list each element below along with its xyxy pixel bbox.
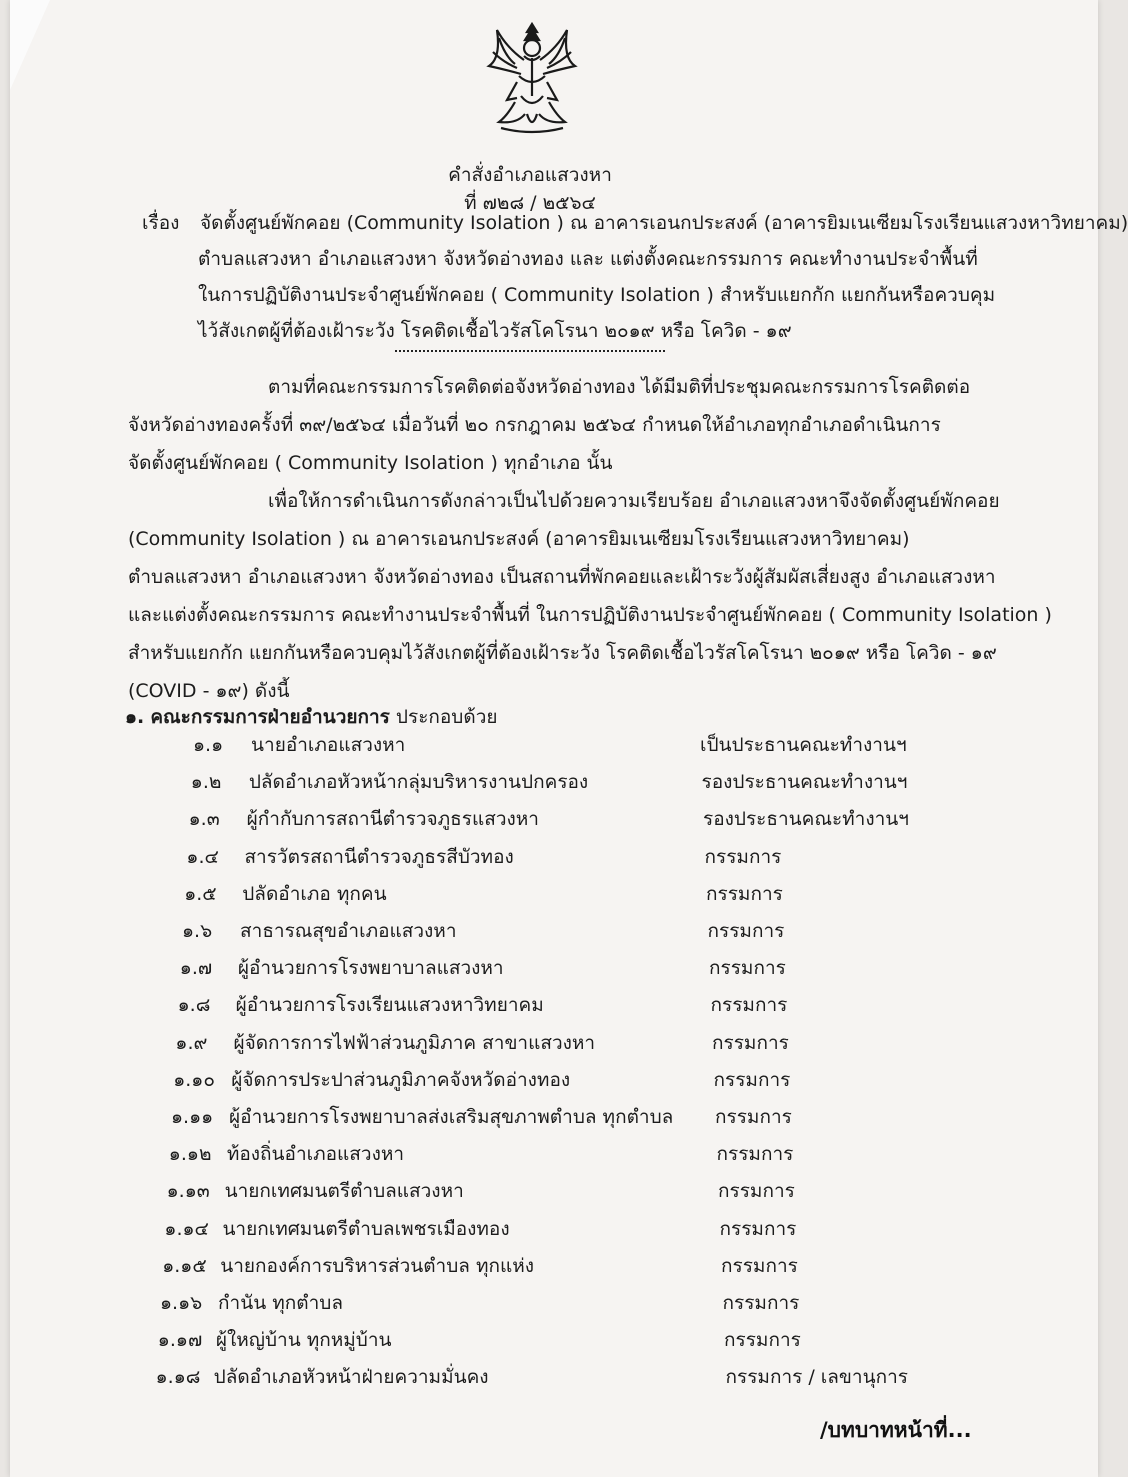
member-number: ๑.๔ <box>186 845 219 868</box>
member-role: กรรมการ <box>722 1292 800 1314</box>
member-position: นายกเทศมนตรีตำบลเพชรเมืองทอง <box>222 1217 510 1240</box>
committee-member-row <box>158 1325 392 1359</box>
member-role: กรรมการ <box>716 1143 794 1166</box>
member-role: กรรมการ <box>712 1031 789 1054</box>
committee-member-row <box>186 842 513 876</box>
member-role: กรรมการ <box>704 845 782 868</box>
member-role: กรรมการ <box>707 920 785 942</box>
subject-line: จัดตั้งศูนย์พักคอย (Community Isolation ) ณ อาคารเอนกประสงค์ (อาคารยิมเนเซียมโรงเรียนแสวงหาวิทยาคม) <box>200 212 1128 234</box>
section-title-suffix: ประกอบด้วย <box>395 706 498 728</box>
committee-member-row <box>160 1288 343 1322</box>
member-number: ๑.๖ <box>182 920 213 942</box>
committee-member-row <box>171 1102 673 1136</box>
member-position: ผู้จัดการการไฟฟ้าส่วนภูมิภาค สาขาแสวงหา <box>233 1031 596 1054</box>
member-number: ๑.๘ <box>177 994 211 1017</box>
paragraph-line: (Community Isolation ) ณ อาคารเอนกประสงค์ (อาคารยิมเนเซียมโรงเรียนแสวงหาวิทยาคม) <box>128 528 910 550</box>
committee-member-row <box>175 1028 595 1062</box>
member-role: กรรมการ <box>709 957 786 980</box>
garuda-emblem <box>477 18 587 136</box>
committee-member-row <box>169 1139 404 1173</box>
member-role: กรรมการ <box>719 1217 797 1240</box>
member-role: กรรมการ <box>706 882 783 905</box>
committee-member-row <box>184 879 386 913</box>
section-heading <box>125 702 498 732</box>
member-position: ผู้กำกับการสถานีตำรวจภูธรแสวงหา <box>246 808 539 831</box>
member-position: ปลัดอำเภอหัวหน้าฝ่ายความมั่นคง <box>213 1366 489 1389</box>
member-number: ๑.๓ <box>188 808 220 831</box>
member-position: ท้องถิ่นอำเภอแสวงหา <box>226 1143 405 1166</box>
member-position: นายกองค์การบริหารส่วนตำบล ทุกแห่ง <box>220 1254 535 1277</box>
member-number: ๑.๑ <box>193 734 224 756</box>
member-role: รองประธานคณะทำงานฯ <box>703 808 909 831</box>
member-position: ผู้ใหญ่บ้าน ทุกหมู่บ้าน <box>215 1329 392 1352</box>
member-number: ๑.๑๕ <box>162 1254 207 1277</box>
member-number: ๑.๕ <box>184 882 217 905</box>
paragraph-line: สำหรับแยกกัก แยกกันหรือควบคุมไว้สังเกตผู้ที่ต้องเฝ้าระวัง โรคติดเชื้อไวรัสโคโรนา ๒๐๑๙ หรือ โควิด - ๑๙ <box>128 642 997 664</box>
paragraph-line: จัดตั้งศูนย์พักคอย ( Community Isolation ) ทุกอำเภอ นั้น <box>128 452 613 474</box>
member-position: สาธารณสุขอำเภอแสวงหา <box>240 920 457 942</box>
paragraph-line: ตามที่คณะกรรมการโรคติดต่อจังหวัดอ่างทอง ได้มีมติที่ประชุมคณะกรรมการโรคติดต่อ <box>268 376 971 398</box>
paragraph-preamble <box>128 368 971 482</box>
member-role: กรรมการ / เลขานุการ <box>725 1366 908 1389</box>
subject-block <box>142 205 1128 349</box>
committee-member-row <box>164 1214 509 1248</box>
member-position: ผู้อำนวยการโรงเรียนแสวงหาวิทยาคม <box>235 994 544 1017</box>
continuation-note: /บทบาทหน้าที่... <box>820 1418 972 1442</box>
committee-member-row <box>189 804 539 838</box>
member-role: กรรมการ <box>713 1068 791 1091</box>
paragraph-line: จังหวัดอ่างทองครั้งที่ ๓๙/๒๕๖๔ เมื่อวันที่ ๒๐ กรกฎาคม ๒๕๖๔ กำหนดให้อำเภอทุกอำเภอดำเนินการ <box>128 414 941 436</box>
member-position: นายอำเภอแสวงหา <box>251 734 406 756</box>
member-number: ๑.๑๐ <box>173 1068 215 1091</box>
section-number: ๑. <box>125 706 145 728</box>
paragraph-line: และแต่งตั้งคณะกรรมการ คณะทำงานประจำพื้นที่ ในการปฏิบัติงานประจำศูนย์พักคอย ( Community Isolation ) <box>128 604 1052 626</box>
dotted-separator <box>395 350 665 352</box>
member-role: กรรมการ <box>718 1180 795 1203</box>
member-position: กำนัน ทุกตำบล <box>218 1292 343 1314</box>
member-role: กรรมการ <box>721 1254 798 1277</box>
member-number: ๑.๑๖ <box>160 1292 203 1314</box>
committee-member-row <box>180 953 504 987</box>
member-position: ปลัดอำเภอหัวหน้ากลุ่มบริหารงานปกครอง <box>248 771 589 794</box>
section-title: คณะกรรมการฝ่ายอำนวยการ <box>150 706 390 728</box>
member-role: กรรมการ <box>724 1329 801 1352</box>
committee-member-row <box>191 767 588 801</box>
committee-member-row <box>156 1362 489 1396</box>
member-number: ๑.๒ <box>190 771 222 794</box>
member-number: ๑.๑๒ <box>168 1143 212 1166</box>
member-number: ๑.๑๔ <box>164 1217 209 1240</box>
member-number: ๑.๑๑ <box>171 1106 214 1128</box>
subject-line: ตำบลแสวงหา อำเภอแสวงหา จังหวัดอ่างทอง และ แต่งตั้งคณะกรรมการ คณะทำงานประจำพื้นที่ <box>198 248 978 270</box>
member-number: ๑.๑๗ <box>157 1329 203 1352</box>
member-role: กรรมการ <box>710 994 788 1017</box>
member-position: ผู้อำนวยการโรงพยาบาลแสวงหา <box>237 957 504 980</box>
order-number: ที่ ๗๒๘ / ๒๕๖๔ <box>464 192 596 214</box>
subject-line: ในการปฏิบัติงานประจำศูนย์พักคอย ( Community Isolation ) สำหรับแยกกัก แยกกันหรือควบคุม <box>198 284 996 306</box>
subject-line: ไว้สังเกตผู้ที่ต้องเฝ้าระวัง โรคติดเชื้อไวรัสโคโรนา ๒๐๑๙ หรือ โควิด - ๑๙ <box>198 320 792 342</box>
committee-member-row <box>162 1251 534 1285</box>
paragraph-line: เพื่อให้การดำเนินการดังกล่าวเป็นไปด้วยความเรียบร้อย อำเภอแสวงหาจึงจัดตั้งศูนย์พักคอย <box>268 490 1000 512</box>
member-position: นายกเทศมนตรีตำบลแสวงหา <box>224 1180 464 1203</box>
member-position: ปลัดอำเภอ ทุกคน <box>242 882 387 905</box>
subject-label: เรื่อง <box>142 212 180 234</box>
member-role: รองประธานคณะทำงานฯ <box>701 771 908 794</box>
document-page <box>10 0 1128 1477</box>
member-role: เป็นประธานคณะทำงานฯ <box>700 734 907 756</box>
member-position: ผู้จัดการประปาส่วนภูมิภาคจังหวัดอ่างทอง <box>231 1068 571 1091</box>
page-corner <box>10 0 50 90</box>
paragraph-order <box>128 482 1052 710</box>
member-number: ๑.๙ <box>175 1031 208 1054</box>
committee-member-row <box>167 1176 464 1210</box>
committee-member-row <box>182 916 457 950</box>
paragraph-line: (COVID - ๑๙) ดังนี้ <box>128 680 290 702</box>
committee-member-row <box>193 730 405 764</box>
member-position: สารวัตรสถานีตำรวจภูธรสีบัวทอง <box>244 845 514 868</box>
order-title: คำสั่งอำเภอแสวงหา <box>448 164 612 186</box>
committee-member-row <box>173 1065 570 1099</box>
committee-member-row <box>178 990 544 1024</box>
member-position: ผู้อำนวยการโรงพยาบาลส่งเสริมสุขภาพตำบล ทุกตำบล <box>229 1106 674 1128</box>
member-number: ๑.๑๓ <box>166 1180 210 1203</box>
member-number: ๑.๑๘ <box>155 1366 201 1389</box>
paragraph-line: ตำบลแสวงหา อำเภอแสวงหา จังหวัดอ่างทอง เป็นสถานที่พักคอยและเฝ้าระวังผู้สัมผัสเสี่ยงสูง อำเภอแสวงหา <box>128 566 996 588</box>
member-number: ๑.๗ <box>179 957 213 980</box>
member-role: กรรมการ <box>715 1106 792 1128</box>
